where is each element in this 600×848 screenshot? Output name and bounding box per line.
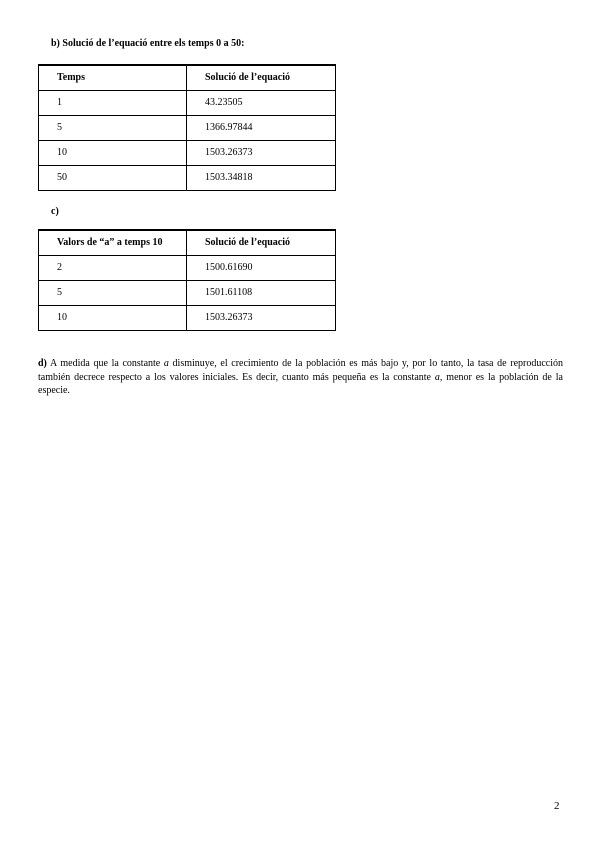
- table-cell: 1503.26373: [187, 306, 336, 331]
- paragraph-text: disminuye, el crecimiento de la población es más bajo y, por lo tanto, la tasa de reproducción también decrece respecto a los valores iniciales. Es decir, cuanto más pequeña es la constante: [38, 358, 563, 383]
- constant-a: a: [434, 371, 440, 383]
- table-row: [39, 281, 336, 306]
- table-cell: 1366.97844: [187, 116, 336, 141]
- section-d-paragraph: [38, 357, 563, 398]
- section-b-heading: b) Solució de l’equació entre els temps 0 a 50:: [51, 38, 245, 49]
- table-cell: 1500.61690: [187, 256, 336, 281]
- column-header-solucio: Solució de l’equació: [187, 230, 336, 256]
- column-header-valors-a: Valors de “a” a temps 10: [39, 230, 187, 256]
- table-cell: 1503.34818: [187, 166, 336, 191]
- paragraph-text: A medida que la constante: [46, 358, 164, 369]
- table-cell: 2: [39, 256, 187, 281]
- table-row: [39, 256, 336, 281]
- paragraph-text: , menor es la población de la especie.: [38, 371, 563, 396]
- column-header-temps: Temps: [39, 65, 187, 91]
- table-cell: 5: [39, 281, 187, 306]
- table-header-row: [39, 65, 336, 91]
- time-solution-table: [38, 64, 336, 191]
- table-row: [39, 306, 336, 331]
- table-cell: 1501.61108: [187, 281, 336, 306]
- table-row: [39, 166, 336, 191]
- table-row: [39, 91, 336, 116]
- constant-a: a: [163, 358, 169, 369]
- table-cell: 5: [39, 116, 187, 141]
- section-c-heading: c): [51, 206, 59, 217]
- table-cell: 10: [39, 141, 187, 166]
- table-cell: 10: [39, 306, 187, 331]
- table-cell: 1503.26373: [187, 141, 336, 166]
- page-number: 2: [554, 800, 560, 812]
- table-header-row: [39, 230, 336, 256]
- table-cell: 1: [39, 91, 187, 116]
- a-values-solution-table: [38, 229, 336, 331]
- table-row: [39, 116, 336, 141]
- column-header-solucio: Solució de l’equació: [187, 65, 336, 91]
- table-cell: 50: [39, 166, 187, 191]
- table-cell: 43.23505: [187, 91, 336, 116]
- table-row: [39, 141, 336, 166]
- section-d-label: d): [38, 358, 47, 369]
